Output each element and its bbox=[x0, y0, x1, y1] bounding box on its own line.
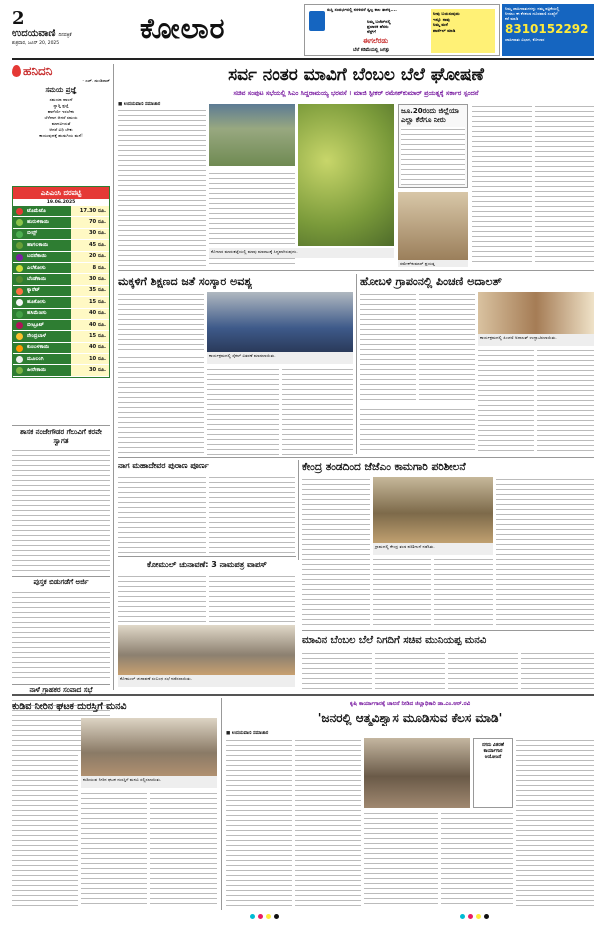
ad2-line-1: ನೀಡಲು ಈ ಕೆಳಕಂಡ ದೂರವಾಣಿ ಸಂಖ್ಯೆಗೆ bbox=[505, 11, 558, 16]
ad2-line-2: ಕರೆ ಮಾಡಿ bbox=[505, 16, 519, 21]
price-row bbox=[13, 343, 109, 354]
lead-body-col3 bbox=[472, 104, 532, 266]
lead-photo-caption: ಕೋಲಾರ ಮಾರುಕಟ್ಟೆಯಲ್ಲಿ ಮಾವು ಮಾರಾಟಕ್ಕೆ ಸಿದ್ಧವಾಗಿರುವುದು. bbox=[209, 248, 394, 258]
ad-box-2 bbox=[502, 4, 594, 56]
price-item-name: ಬೀನ್ಸ್ bbox=[13, 229, 71, 239]
date-line: ಶುಕ್ರವಾರ, ಜೂನ್ 20, 2025 bbox=[12, 41, 60, 46]
price-item-name: ಕುಂಬಳಕಾಯಿ bbox=[13, 343, 71, 353]
story-a-photo bbox=[207, 292, 353, 352]
poem-line: ಆದರೆ ವಿಧಿ ಬೇಕು bbox=[49, 127, 73, 132]
story-d-body-1 bbox=[302, 477, 370, 627]
lead-body-col1 bbox=[118, 108, 206, 266]
price-row bbox=[13, 297, 109, 308]
vegetable-icon bbox=[16, 333, 23, 340]
left-divider bbox=[113, 64, 114, 690]
vegetable-icon bbox=[16, 367, 23, 374]
story-b-body-2 bbox=[419, 292, 475, 404]
price-row bbox=[13, 320, 109, 331]
registration-marks bbox=[250, 914, 279, 919]
story-b-body-5 bbox=[360, 407, 475, 454]
vegetable-icon bbox=[16, 345, 23, 352]
price-row bbox=[13, 252, 109, 263]
bottom-left-photo bbox=[81, 718, 217, 776]
ad1-sub2: ಬೆಲೆ ಕಡಿಮೆಯಲ್ಲಿ ಜಗತ್ತು bbox=[353, 48, 390, 53]
phone-icon bbox=[309, 11, 325, 31]
story-d-body-2 bbox=[373, 557, 431, 627]
story-d-headline: ಕೇಂದ್ರ ತಂಡದಿಂದ ಜೆಜೆಎಂ ಕಾಮಗಾರಿ ಪರಿಶೀಲನೆ bbox=[302, 461, 466, 473]
vegetable-icon bbox=[16, 276, 23, 283]
poem-line: ಸ್ವಾದ್ದಿ ಪ್ರಜ್ಞೆ bbox=[53, 103, 69, 108]
price-item-name: ಹಸಿಮೆಣಸು bbox=[13, 309, 71, 319]
story-a-headline: ಮಕ್ಕಳಿಗೆ ಶಿಕ್ಷಣದ ಜತೆ ಸಂಸ್ಕಾರ ಅವಶ್ಯ bbox=[118, 275, 252, 288]
vegetable-icon bbox=[16, 254, 23, 261]
story2-title: ಪುಸ್ತಕ ಬಿಡುಗಡೆಗೆ ಅರ್ಜಿ bbox=[33, 578, 89, 586]
ad2-line-0: ನಿಮ್ಮ ಜಾಹೀರಾತುಗಳನ್ನು ನಮ್ಮ ಪತ್ರಿಕೆಯಲ್ಲಿ bbox=[505, 6, 560, 11]
bottom-right-byline: ■ ಉದಯವಾಣಿ ಸಮಾಚಾರ bbox=[226, 731, 269, 736]
bottom-right-body-5 bbox=[516, 738, 594, 908]
price-row bbox=[13, 229, 109, 240]
rule-f bbox=[302, 630, 594, 631]
story-d-caption: ಗ್ರಾಮದಲ್ಲಿ ಕೇಂದ್ರ ತಂಡ ಪರಿಶೀಲನೆ ನಡೆಸಿತು. bbox=[373, 543, 493, 555]
divider-bottom bbox=[221, 698, 222, 910]
price-item-value: 15 ರೂ. bbox=[71, 297, 109, 307]
ad1-line-0: ನಿಮ್ಮ ಬಜೆಟ್‌ನಲ್ಲಿ bbox=[367, 19, 391, 24]
story-b-body-4 bbox=[537, 348, 594, 454]
vegetable-icon bbox=[16, 322, 23, 329]
sidebar-line: ನಗದು ವಿತರಣೆ bbox=[482, 743, 504, 748]
ad-box-1 bbox=[304, 4, 500, 56]
price-item-value: 17.30 ರೂ. bbox=[71, 206, 109, 216]
price-row bbox=[13, 286, 109, 297]
story-f-body-1 bbox=[302, 651, 372, 691]
bottom-left-caption: ಕುಡಿಯುವ ನೀರಿನ ಘಟಕ ದುರಸ್ತಿಗೆ ಮನವಿ ಸಲ್ಲಿಸಲಾಯಿತು. bbox=[81, 776, 217, 788]
price-item-value: 70 ರೂ. bbox=[71, 217, 109, 227]
price-row bbox=[13, 365, 109, 376]
bottom-right-body-2 bbox=[295, 738, 361, 908]
ad1-line-1: ಪ್ರಚಾರಕ ಹೆಸರು bbox=[367, 24, 389, 29]
story-a-body-1 bbox=[118, 292, 204, 352]
price-date: 19.06.2025 bbox=[13, 199, 109, 206]
paper-suffix: ದಿನಪತ್ರಿಕೆ bbox=[58, 33, 72, 38]
brand-name: ಹನಿದನಿ bbox=[23, 63, 53, 78]
poem-line: ಸಮಯಾ ಪಾಲನೆ bbox=[49, 97, 73, 102]
story1-body bbox=[12, 448, 110, 574]
rule-bottom-band bbox=[12, 694, 594, 696]
section-title: ಕೋಲಾರ bbox=[140, 12, 226, 45]
price-row bbox=[13, 217, 109, 228]
poem bbox=[12, 97, 110, 139]
bottom-right-body-1 bbox=[226, 738, 292, 908]
lead-photo-3 bbox=[398, 192, 468, 260]
vegetable-icon bbox=[16, 356, 23, 363]
story-a-body-2 bbox=[118, 355, 204, 455]
ad2-foot: ಜಾಹೀರಾತು ವಿಭಾಗ, ಕೋಲಾರ bbox=[505, 37, 545, 42]
masthead-rule bbox=[12, 58, 594, 60]
registration-marks-right bbox=[460, 914, 489, 919]
lead-photo-1 bbox=[209, 104, 295, 166]
price-item-name: ಎಲೆಕೋಸು bbox=[13, 263, 71, 273]
story-c-headline: ನಾಗ ಮಹಾದೇವರ ಪುರಾಣ ಪೂರ್ಣ bbox=[118, 461, 209, 470]
price-item-value: 10 ರೂ. bbox=[71, 354, 109, 364]
price-item-name: ಬೆಂಡೆಕಾಯಿ bbox=[13, 274, 71, 284]
poem-line: ಬೆಳೆದಾಗ ಆದರೆ ಸಮಯ bbox=[44, 115, 78, 120]
vegetable-icon bbox=[16, 242, 23, 249]
vegetable-icon bbox=[16, 288, 23, 295]
vegetable-icon bbox=[16, 208, 23, 215]
ad1-top: ಸುಸ್ತಿ ಸಂದರ್ಭದಲ್ಲಿ ನರಳಿದರೆ ಸ್ವಲ್ಪ ಕಾಲ ತಾಳಿಕ್ಕಿ.... bbox=[327, 7, 397, 12]
story-e-body-1 bbox=[118, 574, 206, 622]
price-item-value: 40 ರೂ. bbox=[71, 320, 109, 330]
price-row bbox=[13, 274, 109, 285]
ad2-phone: 8310152292 bbox=[505, 22, 589, 36]
bottom-right-sidebar bbox=[473, 738, 513, 808]
price-row bbox=[13, 263, 109, 274]
lead-photo-2 bbox=[298, 104, 394, 246]
bottom-left-body-3 bbox=[150, 791, 217, 908]
story-d-body-4 bbox=[496, 477, 594, 627]
price-item-name: ಟೊಮೆಟೊ bbox=[13, 206, 71, 216]
story-b-body-1 bbox=[360, 292, 416, 404]
story-a-body-4 bbox=[282, 367, 353, 455]
price-row bbox=[13, 206, 109, 217]
story-f-body-4 bbox=[521, 651, 594, 691]
drop-icon bbox=[12, 65, 21, 77]
price-item-name: ಬದನೆಕಾಯಿ bbox=[13, 252, 71, 262]
ad1-right-3: ಪಾರ್ಸೆಲ್ ಮಾಡಿ bbox=[433, 27, 456, 33]
price-row bbox=[13, 309, 109, 320]
poem-line: ಮಾನವೀಯತೆ bbox=[51, 121, 71, 126]
price-item-name: ಕ್ಯಾರೆಟ್ bbox=[13, 286, 71, 296]
bottom-right-headline: 'ಜನರಲ್ಲಿ ಆತ್ಮವಿಶ್ವಾಸ ಮೂಡಿಸುವ ಕೆಲಸ ಮಾಡಿ' bbox=[317, 711, 503, 725]
story-c-body-2 bbox=[209, 475, 295, 553]
sidebar-line: ಆಯೋಜನೆ bbox=[484, 755, 502, 760]
price-row bbox=[13, 331, 109, 342]
story-e-caption: ಕೋಮುಲ್ ಚುನಾವಣೆ ಸಂಬಂಧ ಸಭೆ ನಡೆಸಲಾಯಿತು. bbox=[118, 675, 295, 687]
story1-title: ಶಾಸಕ ನಂಜೇಗೌಡರ ಗೆಲುವಿಗೆ ಕರವೇ ಸ್ವಾಗತ bbox=[20, 428, 102, 445]
story-f-headline: ಮಾವಿನ ಬೆಂಬಲ ಬೆಲೆ ನಿಗದಿಗೆ ಸಚಿವ ಮುನಿಯಪ್ಪ ಮನವಿ bbox=[302, 635, 487, 646]
price-item-name: ಬೀಟ್ರೂಟ್ bbox=[13, 320, 71, 330]
vegetable-icon bbox=[16, 219, 23, 226]
rule-e bbox=[118, 556, 296, 557]
poem-line: ಹಾಗೆಯೇ ಇರಬೇಕು bbox=[47, 109, 75, 114]
story3-title: ನಾಳೆ ಗ್ರಾಹಕರ ಸಂವಾದ ಸಭೆ bbox=[29, 686, 93, 694]
price-item-value: 30 ರೂ. bbox=[71, 229, 109, 239]
lead-box bbox=[398, 104, 468, 188]
ad1-sub: ಈಗಲೆರಡು bbox=[363, 37, 389, 45]
vegetable-icon bbox=[16, 299, 23, 306]
price-item-value: 15 ರೂ. bbox=[71, 331, 109, 341]
bottom-right-body-3 bbox=[364, 811, 438, 908]
price-table bbox=[12, 186, 110, 378]
story-b-body-3 bbox=[478, 348, 534, 454]
divider-ab bbox=[356, 274, 357, 454]
vegetable-icon bbox=[16, 311, 23, 318]
price-item-value: 40 ರೂ. bbox=[71, 309, 109, 319]
poem-line: ಕಾಯುವುದಕ್ಕೆ ಹುಡುಗಿಯ ಮನೆ! bbox=[39, 133, 83, 138]
story-e-body-2 bbox=[209, 574, 295, 622]
story-c-body-1 bbox=[118, 475, 206, 553]
price-item-name: ಹೀರೇಕಾಯಿ bbox=[13, 365, 71, 375]
story-e-headline: ಕೋಮುಲ್ ಚುನಾವಣೆ: 3 ನಾಮಪತ್ರ ವಾಪಸ್ bbox=[147, 560, 267, 569]
bottom-left-body-2 bbox=[81, 791, 147, 908]
sidebar-line: ಕಾರ್ಯಾಗಾರ bbox=[483, 749, 503, 754]
poem-title: ಸಮಯ ಪ್ರಜ್ಞೆ bbox=[45, 86, 77, 94]
bottom-left-headline: ಕುಡಿವ ನೀರಿನ ಘಟಕ ದುರಸ್ತಿಗೆ ಮನವಿ bbox=[12, 701, 127, 712]
bottom-left-body-1 bbox=[12, 718, 78, 908]
story-f-body-2 bbox=[375, 651, 445, 691]
bottom-right-kicker: ಕೃಷಿ ಕಾರ್ಯಾಗಾರಕ್ಕೆ ಚಾಲನೆ ನೀಡಿದ ಜಿಲ್ಲಾಧಿಕಾರಿ ಡಾ.ಎಂ.ಆರ್.ರವಿ bbox=[349, 701, 471, 707]
ad1-line-2: ನೆಸ್ಟ್‌ಗೆ bbox=[367, 29, 376, 34]
rule-mid bbox=[118, 457, 594, 458]
vegetable-icon bbox=[16, 265, 23, 272]
story2-body bbox=[12, 590, 110, 682]
ad1-right-1: ಇನ್ನೂ ನಾವು bbox=[433, 16, 450, 22]
paper-name: ಉದಯವಾಣಿ bbox=[12, 28, 56, 39]
price-row bbox=[13, 354, 109, 365]
lead-byline: ■ ಉದಯವಾಣಿ ಸಮಾಚಾರ bbox=[118, 102, 161, 107]
lead-body-col4 bbox=[535, 104, 594, 266]
price-item-value: 45 ರೂ. bbox=[71, 240, 109, 250]
story-d-body-3 bbox=[434, 557, 493, 627]
lead-photo3-caption: ರಮೇಶ್‌ಕುಮಾರ್ ಪ್ರಯತ್ನ bbox=[398, 260, 468, 267]
ad1-right-0: ನೀವು ಬಯಸುವುದು bbox=[433, 11, 460, 16]
price-item-value: 35 ರೂ. bbox=[71, 286, 109, 296]
price-item-name: ಹೂಕೋಸು bbox=[13, 297, 71, 307]
ad1-right-2: ನಿಮ್ಮ ಮನೆ bbox=[433, 22, 448, 27]
story-a-caption: ಕಾರ್ಯಕ್ರಮದಲ್ಲಿ ಸೈಕಲ್ ವಿತರಣೆ ಮಾಡಲಾಯಿತು. bbox=[207, 352, 353, 364]
price-item-name: ನೇಂದ್ರಬಾಳೆ bbox=[13, 331, 71, 341]
story-f-body-3 bbox=[448, 651, 518, 691]
page-number: 2 bbox=[12, 8, 25, 29]
bottom-right-body-4 bbox=[441, 811, 513, 908]
price-item-value: 40 ರೂ. bbox=[71, 343, 109, 353]
lead-rule bbox=[118, 270, 594, 271]
story-b-caption: ಕಾರ್ಯಕ್ರಮದಲ್ಲಿ ಪಿಂಚಣಿ ಅದಾಲತ್ ಉದ್ಘಾಟಿಸಲಾಯಿತು. bbox=[478, 334, 594, 346]
price-item-name: ಹುರುಳಿಕಾಯಿ bbox=[13, 217, 71, 227]
story-a-body-3 bbox=[207, 367, 279, 455]
masthead-left bbox=[12, 10, 122, 50]
lead-box-title: ಜೂ.20ರಂದು ಜಿಲ್ಲೆಯಾ ಎಲ್ಲಾ ಕೆರೆಗೂ ನೀರು bbox=[401, 107, 459, 124]
price-item-value: 30 ರೂ. bbox=[71, 365, 109, 375]
vegetable-icon bbox=[16, 231, 23, 238]
price-item-value: 30 ರೂ. bbox=[71, 274, 109, 284]
bottom-right-photo bbox=[364, 738, 470, 808]
story-b-headline: ಹೋಬಳಿ ಗ್ರಾಪಂನಲ್ಲಿ ಪಿಂಚಣಿ ಅದಾಲತ್ bbox=[360, 275, 502, 288]
price-item-value: 20 ರೂ. bbox=[71, 252, 109, 262]
story-d-photo bbox=[373, 477, 493, 543]
price-title: ಎಪಿಎಂಸಿ ದರಪಟ್ಟಿ bbox=[13, 187, 109, 199]
lead-headline: ಸರ್ವ ನಂತರ ಮಾವಿಗೆ ಬೆಂಬಲ ಬೆಲೆ ಘೋಷಣೆ bbox=[228, 65, 484, 85]
story-b-photo bbox=[478, 292, 594, 334]
price-item-name: ಮೂಲಂಗಿ bbox=[13, 354, 71, 364]
lead-subheadline: ಸಚಿವ ಸಂಪುಟ ಸಭೆಯಲ್ಲಿ ಸಿಎಂ ಸಿದ್ದರಾಮಯ್ಯ ಭರವಸೆ । ಮಾಜಿ ಸ್ಪೀಕರ್ ರಮೇಶ್‌ಕುಮಾರ್ ಪ್ರಯತ್ನಕ್ಕೆ ಸರ್ಕಾರ ಸ್ಪಂದನೆ bbox=[233, 89, 479, 97]
brand-sub: - ಎಚ್. ಡುಂಡಿರಾಜ್ bbox=[82, 78, 110, 83]
price-item-value: 8 ರೂ. bbox=[71, 263, 109, 273]
divider-cd bbox=[298, 460, 299, 560]
price-row bbox=[13, 240, 109, 251]
story-e-photo bbox=[118, 625, 295, 675]
price-item-name: ಹಾಗಲಕಾಯಿ bbox=[13, 240, 71, 250]
